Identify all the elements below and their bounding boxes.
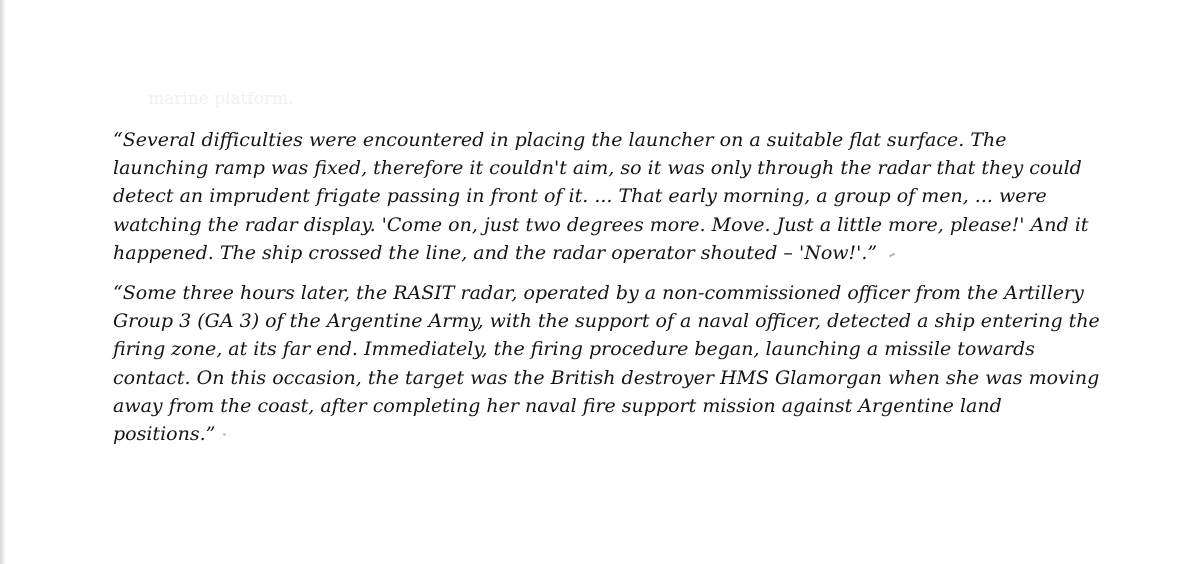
quote-text: “Some three hours later, the RASIT radar, operated by a non-commissioned officer from the Artillery Group 3 (GA 3) of the Argentine Army, with the support of a naval officer, detected a ship entering the firing zone, at its far end. Immediately, the firing procedure began, launching a missile towards contact. On this occasion, the target was the British destroyer HMS Glamorgan when she was moving away from the coast, after completing her naval fire support mission against Argentine land positions.”: [113, 282, 1100, 446]
page-edge-shadow: [0, 0, 6, 564]
stray-dot-icon: [223, 433, 226, 436]
quote-block: [113, 279, 1103, 448]
stray-mark-icon: [889, 252, 895, 257]
quote-text: “Several difficulties were encountered in placing the launcher on a suitable flat surface. The launching ramp was fixed, therefore it couldn't aim, so it was only through the radar that they could detect an imprudent frigate passing in front of it. ... That early morning, a group of men, ... were watching the radar display. 'Come on, just two degrees more. Move. Just a little more, please!' And it happened. The ship crossed the line, and the radar operator shouted – 'Now!'.”: [113, 129, 1089, 264]
faded-background-text: marine platform.: [148, 89, 294, 109]
quote-block: [113, 126, 1103, 267]
